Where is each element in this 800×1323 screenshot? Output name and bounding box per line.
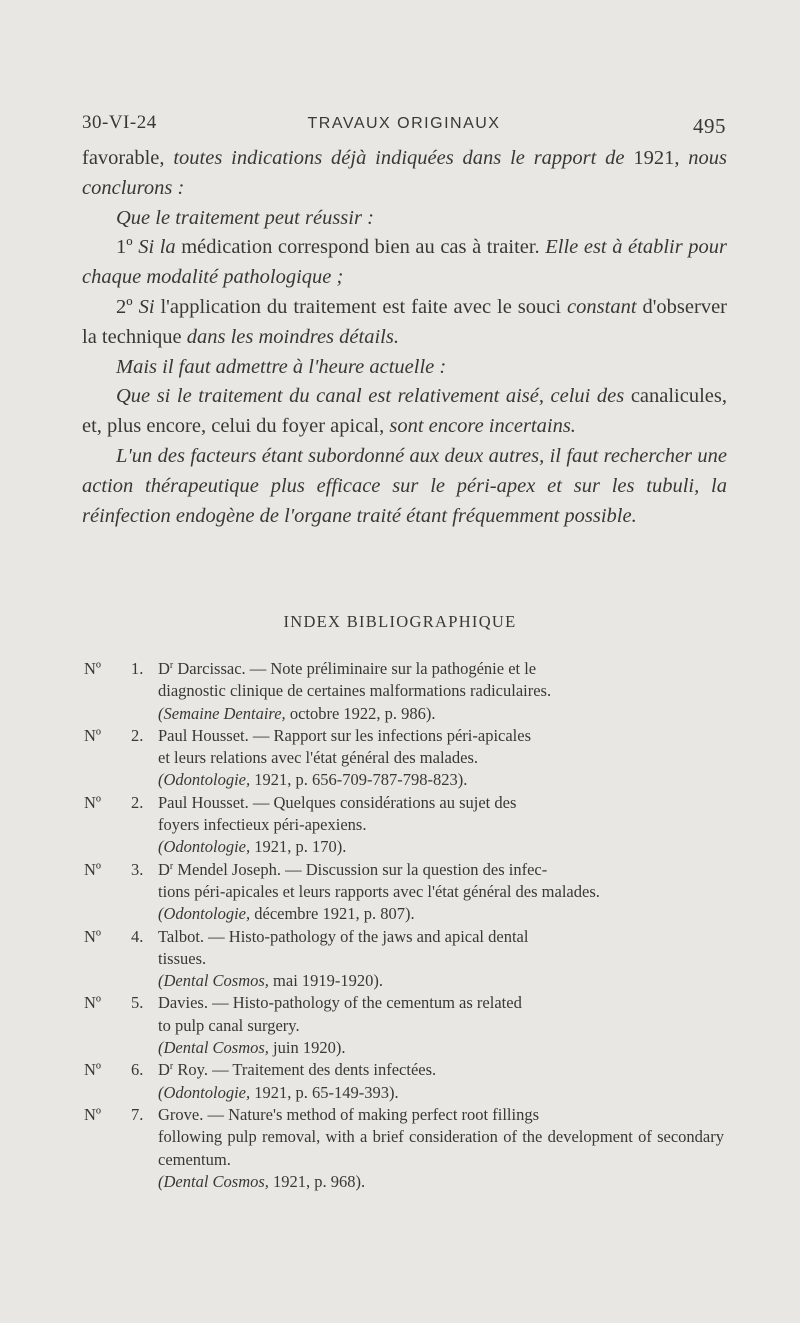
entry-number-label: Nº [84,659,102,678]
paragraph-2: Que le traitement peut réussir : [116,206,374,229]
entry-number-label: Nº [84,859,102,879]
entry-source: (Odontologie, décembre 1921, p. 807). [158,904,415,924]
paragraph-7: L'un des facteurs étant subordonné aux deux autres, il faut rechercher une action thérapeutique plus efficace sur le péri-apex et sur les tubuli, la réinfection endogène de l'organe traité étant fréquemment possible. [82,444,727,527]
entry-source: (Odontologie, 1921, p. 170). [158,837,347,857]
entry-title-continued: tions péri-apicales et leurs rapports avec l'état général des malades. [158,881,600,901]
entry-title-line: Davies. — Histo-pathology of the cementum as related [158,993,522,1013]
entry-source: (Odontologie, 1921, p. 656-709-787-798-823). [158,770,468,790]
bibliography-entry [84,1104,724,1193]
entry-title-continued: following pulp removal, with a brief consideration of the development of secondary cementum. [158,1127,724,1169]
paragraph-3: 1º Si la médication correspond bien au cas à traiter. Elle est à établir pour chaque modalité pathologique ; [82,236,727,289]
entry-number: 5. [131,993,144,1013]
entry-number: 7. [131,1104,144,1124]
bibliography-entry [84,792,724,859]
entry-number: 2. [131,792,144,812]
entry-number: 4. [131,926,144,946]
bibliography-entry [84,658,724,725]
entry-title-line: Paul Housset. — Rapport sur les infections péri-apicales [158,725,531,745]
entry-number-label: Nº [84,926,102,946]
paragraph-4: 2º Si l'application du traitement est faite avec le souci constant d'observer la technique dans les moindres détails. [82,295,728,348]
entry-title-line: Talbot. — Histo-pathology of the jaws and apical dental [158,926,529,946]
entry-number-label: Nº [84,1104,102,1124]
entry-title-line: $D^r$ Roy. — Traitement des dents infectées. [158,1060,437,1080]
entry-number-label: Nº [84,993,102,1013]
running-header [82,112,726,142]
entry-source: (Dental Cosmos, mai 1919-1920). [158,971,384,991]
entry-number: 2. [131,725,144,745]
entry-title-continued: tissues. [158,948,207,968]
entry-number: 1. [131,659,144,678]
bibliography-entry [84,926,724,993]
entry-source: (Dental Cosmos, juin 1920). [158,1038,346,1058]
entry-title-line: $D^r$ Mendel Joseph. — Discussion sur la question des infec- [158,859,548,879]
entry-title-line: Paul Housset. — Quelques considérations au sujet des [158,792,517,812]
entry-number-label: Nº [84,792,102,812]
entry-number: 3. [131,859,144,879]
entry-title-continued: et leurs relations avec l'état général des malades. [158,748,478,768]
entry-number-label: Nº [84,1060,102,1080]
bibliography-entry [84,859,724,926]
entry-title-continued: foyers infectieux péri-apexiens. [158,815,367,835]
bibliography-list [84,658,724,1193]
entry-source: (Dental Cosmos, 1921, p. 968). [158,1171,366,1191]
entry-title-line: $D^r$ Darcissac. — Note préliminaire sur la pathogénie et le [158,659,537,678]
bibliography-entry [84,1059,724,1104]
entry-number: 6. [131,1060,144,1080]
entry-source: (Odontologie, 1921, p. 65-149-393). [158,1082,399,1102]
paragraph-6: Que si le traitement du canal est relativement aisé, celui des canalicules, et, plus encore, celui du foyer apical, sont encore incertains. [82,385,727,438]
bibliography-entry [84,725,724,792]
entry-source: (Semaine Dentaire, octobre 1922, p. 986). [158,703,436,723]
entry-title-continued: to pulp canal surgery. [158,1015,300,1035]
entry-title-line: Grove. — Nature's method of making perfect root fillings [158,1104,539,1124]
paragraph-5: Mais il faut admettre à l'heure actuelle : [116,355,447,378]
index-title: INDEX BIBLIOGRAPHIQUE [283,612,517,631]
header-section-title: TRAVAUX ORIGINAUX [307,115,501,132]
conclusion-text [82,144,727,531]
page-number: 495 [693,114,726,138]
bibliography-entry [84,992,724,1059]
paragraph-1: favorable, toutes indications déjà indiquées dans le rapport de 1921, nous conclurons : [82,147,728,199]
header-date: 30-VI-24 [82,112,157,133]
entry-number-label: Nº [84,725,102,745]
entry-title-continued: diagnostic clinique de certaines malformations radiculaires. [158,681,552,701]
